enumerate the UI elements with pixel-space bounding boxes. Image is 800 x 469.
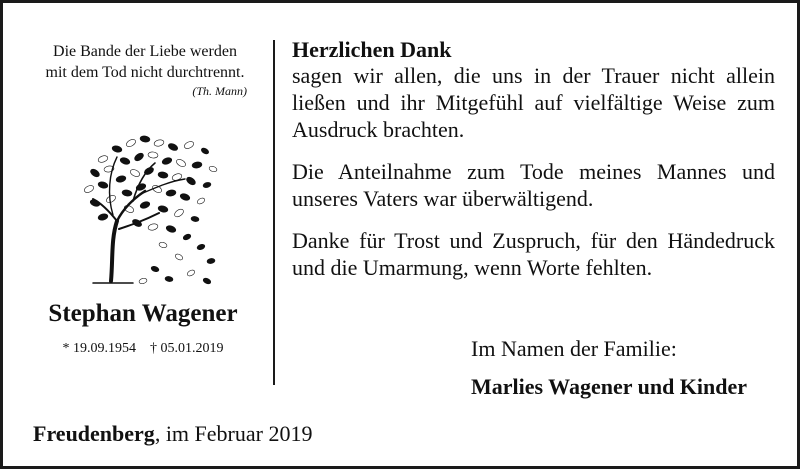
thanks-paragraph-1: sagen wir allen, die uns in der Trauer nicht allein ließen und ihr Mitgefühl auf vielfältige Weise zum Ausdruck brachten. xyxy=(292,63,775,142)
life-dates xyxy=(25,341,261,357)
town-name: Freudenberg xyxy=(33,421,155,446)
memorial-column xyxy=(25,41,265,99)
quote-line-2: mit dem Tod nicht durchtrennt. xyxy=(45,64,245,81)
date-text: , im Februar 2019 xyxy=(154,421,313,446)
thanks-paragraph-2: Die Anteilnahme zum Tode meines Mannes und unseres Vaters war überwältigend. xyxy=(292,159,775,211)
place-date-line xyxy=(33,421,312,447)
thanks-column xyxy=(292,37,775,296)
family-signature: Marlies Wagener und Kinder xyxy=(471,374,748,399)
vertical-divider xyxy=(273,40,275,385)
thanks-heading: Herzlichen Dank xyxy=(292,37,452,62)
windblown-tree-icon xyxy=(73,129,223,289)
quote-author: (Th. Mann) xyxy=(192,84,247,98)
memorial-quote xyxy=(25,41,265,83)
deceased-name: Stephan Wagener xyxy=(48,300,238,327)
birth-date: * 19.09.1954 xyxy=(62,341,136,356)
thanks-paragraph-3: Danke für Trost und Zuspruch, für den Händedruck und die Umarmung, wenn Worte fehlten. xyxy=(292,228,775,280)
regards-line: Im Namen der Familie: xyxy=(471,336,677,361)
death-date: † 05.01.2019 xyxy=(150,341,224,356)
quote-line-1: Die Bande der Liebe werden xyxy=(53,43,237,60)
